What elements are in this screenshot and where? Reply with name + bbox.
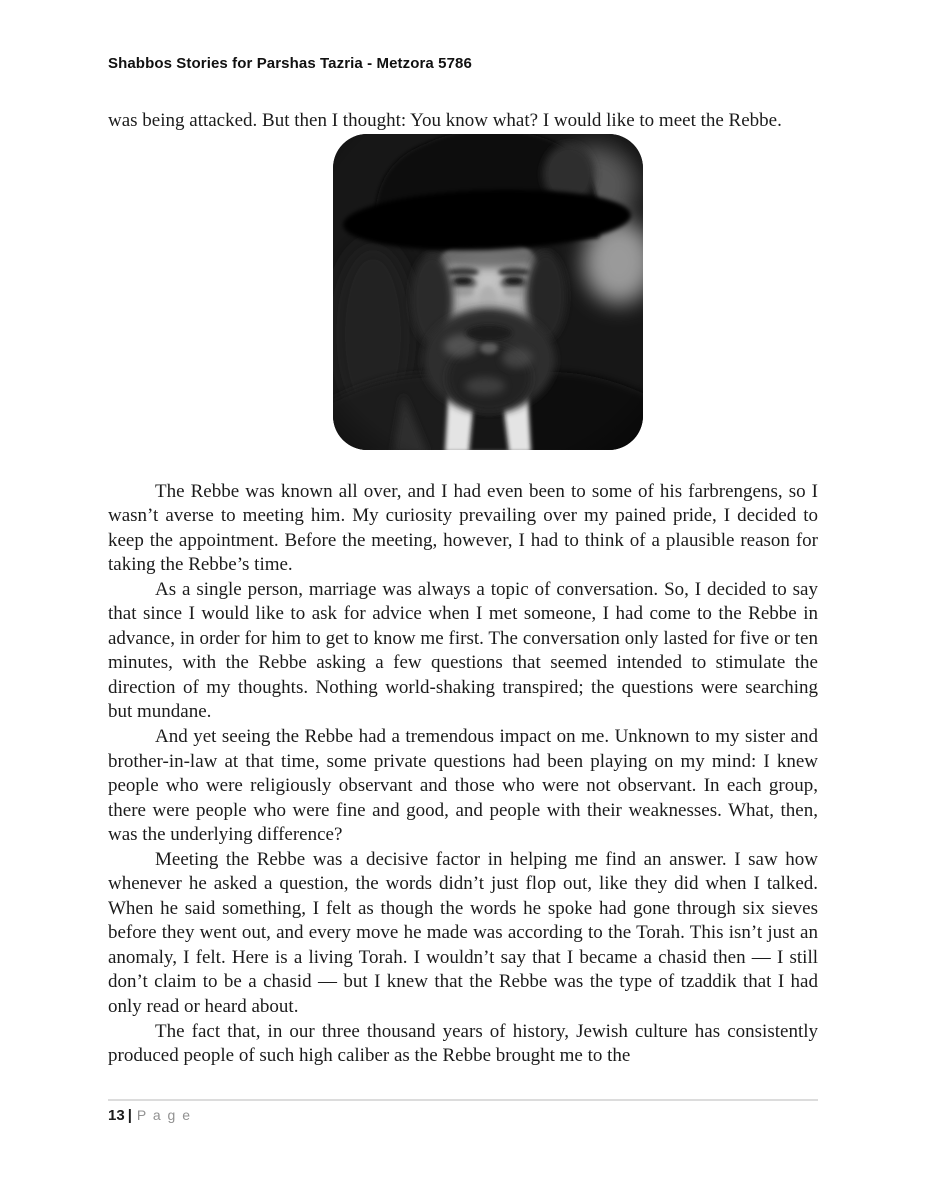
page-footer [108, 1105, 192, 1126]
paragraph-3: As a single person, marriage was always a topic of conversation. So, I decided to say that since I would like to ask for advice when I met someone, I had come to the Rebbe in advance, in order for him to get to know me first. The conversation only lasted for five or ten minutes, with the Rebbe asking a few questions that seemed intended to stimulate the direction of my thoughts. Nothing world-shaking transpired; the questions were searching but mundane. [108, 578, 818, 723]
footer-divider [108, 1099, 818, 1101]
document-header-title: Shabbos Stories for Parshas Tazria - Metzora 5786 [108, 55, 472, 72]
page-word: P a g e [136, 1107, 192, 1123]
paragraph-4: And yet seeing the Rebbe had a tremendous impact on me. Unknown to my sister and brother-in-law at that time, some private questions had been playing on my mind: I knew people who were religiously observant and those who were not observant. In each group, there were people who were fine and good, and people with their weaknesses. What, then, was the underlying difference? [108, 726, 818, 846]
paragraph-6: The fact that, in our three thousand years of history, Jewish culture has consistently produced people of such high caliber as the Rebbe brought me to the [108, 1020, 818, 1067]
page-number: 13 [108, 1107, 125, 1124]
paragraph-1: was being attacked. But then I thought: You know what? I would like to meet the Rebbe. [108, 110, 782, 131]
footer-separator: | [127, 1107, 132, 1124]
article-body [108, 109, 818, 1069]
paragraph-5: Meeting the Rebbe was a decisive factor in helping me find an answer. I saw how whenever he asked a question, the words didn’t just flop out, like they did when I talked. When he said something, I felt as though the words he spoke had gone through six sieves before they went out, and every move he made was according to the Torah. This isn’t just an anomaly, I felt. Here is a living Torah. I wouldn’t say that I became a chasid then — I still don’t claim to be a chasid — but I knew that the Rebbe was the type of tzaddik that I had only read or heard about. [108, 848, 818, 1018]
rebbe-portrait-photo [333, 134, 643, 450]
rebbe-portrait-figure [333, 134, 643, 450]
paragraph-2: The Rebbe was known all over, and I had even been to some of his farbrengens, so I wasn’t averse to meeting him. My curiosity prevailing over my pained pride, I decided to keep the appointment. Before the meeting, however, I had to think of a plausible reason for taking the Rebbe’s time. [108, 480, 818, 576]
